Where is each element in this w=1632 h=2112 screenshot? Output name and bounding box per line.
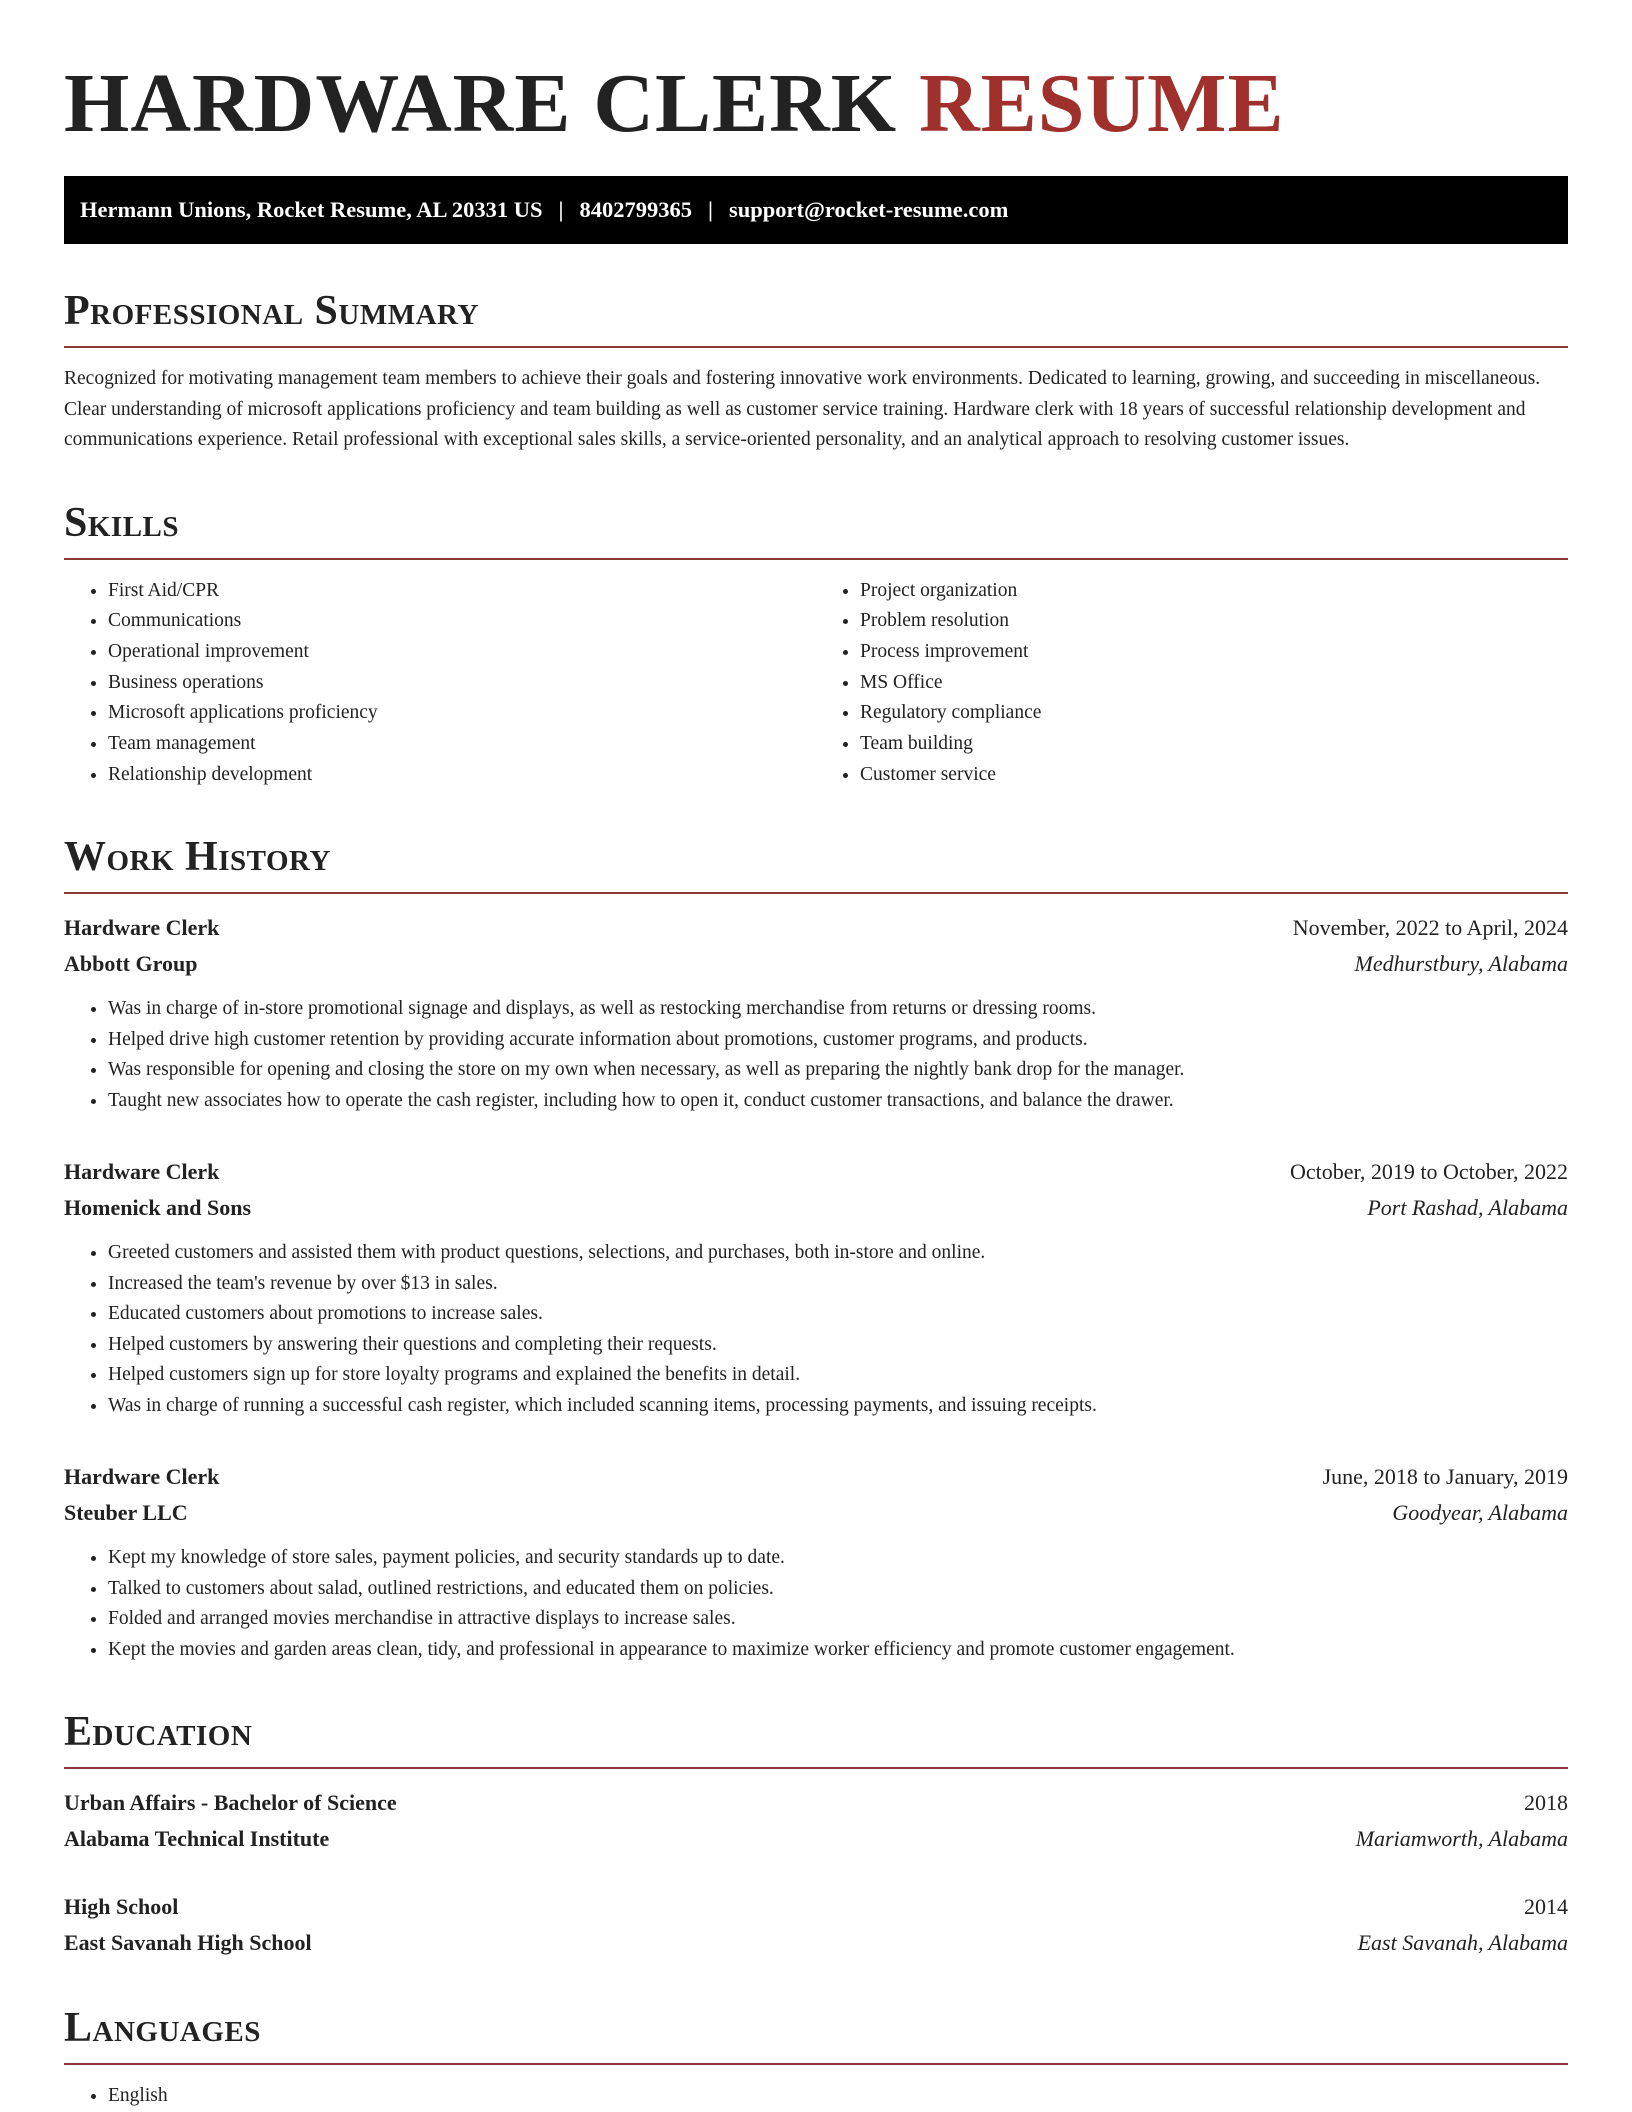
job-company-row [64, 1190, 1568, 1226]
job-company: Steuber LLC [64, 1500, 188, 1526]
job-bullet: • Taught new associates how to operate the cash register, including how to open it, conduct customer transactions, and balance the drawer. [108, 1086, 1568, 1117]
job-title: Hardware Clerk [64, 915, 220, 941]
skill-item: • Communications [108, 606, 816, 637]
skill-item: • Regulatory compliance [860, 698, 1568, 729]
job-title: Hardware Clerk [64, 1464, 220, 1490]
job-bullet: • Greeted customers and assisted them with product questions, selections, and purchases, both in-store and online. [108, 1238, 1568, 1269]
education-year: 2018 [1524, 1790, 1568, 1816]
education-heading: Education [64, 1709, 1568, 1769]
education-entry [64, 1785, 1568, 1857]
education-degree: High School [64, 1894, 179, 1920]
job-bullets [64, 1238, 1568, 1421]
job-bullets [64, 1543, 1568, 1665]
skills-list-right [816, 576, 1568, 791]
skill-item: • Problem resolution [860, 606, 1568, 637]
education-location: East Savanah, Alabama [1357, 1930, 1568, 1956]
skill-item: • Business operations [108, 668, 816, 699]
job-entry [64, 910, 1568, 1116]
job-bullet: • Helped customers by answering their questions and completing their requests. [108, 1330, 1568, 1361]
job-entry [64, 1154, 1568, 1421]
page-title [64, 0, 1568, 176]
job-bullet: • Was in charge of running a successful cash register, which included scanning items, processing payments, and issuing receipts. [108, 1391, 1568, 1422]
education-school: Alabama Technical Institute [64, 1826, 330, 1852]
contact-separator: | [708, 197, 713, 222]
contact-separator: | [558, 197, 564, 222]
skill-item: • Microsoft applications proficiency [108, 698, 816, 729]
contact-email: support@rocket-resume.com [728, 197, 1009, 222]
job-bullet: • Helped customers sign up for store loyalty programs and explained the benefits in detail. [108, 1360, 1568, 1391]
skills-section [64, 500, 1568, 791]
job-header-row [64, 910, 1568, 946]
skill-item: • Customer service [860, 760, 1568, 791]
job-company-row [64, 1495, 1568, 1531]
education-degree: Urban Affairs - Bachelor of Science [64, 1790, 397, 1816]
job-entry [64, 1459, 1568, 1665]
job-header-row [64, 1459, 1568, 1495]
education-school-row [64, 1821, 1568, 1857]
job-bullet: • Increased the team's revenue by over $13 in sales. [108, 1269, 1568, 1300]
job-bullet: • Kept my knowledge of store sales, payment policies, and security standards up to date. [108, 1543, 1568, 1574]
skill-item: • Process improvement [860, 637, 1568, 668]
title-main: HARDWARE CLERK [64, 57, 898, 150]
job-header-row [64, 1154, 1568, 1190]
summary-heading: Professional Summary [64, 288, 1568, 348]
education-degree-row [64, 1889, 1568, 1925]
skills-heading: Skills [64, 500, 1568, 560]
contact-bar [64, 176, 1568, 244]
languages-list [64, 2081, 1568, 2111]
job-bullet: • Kept the movies and garden areas clean, tidy, and professional in appearance to maximize worker efficiency and promote customer engagement. [108, 1635, 1568, 1666]
work-history-heading: Work History [64, 834, 1568, 894]
job-bullet: • Was in charge of in-store promotional signage and displays, as well as restocking merchandise from returns or dressing rooms. [108, 994, 1568, 1025]
education-year: 2014 [1524, 1894, 1568, 1920]
summary-text: Recognized for motivating management team members to achieve their goals and fostering innovative work environments. Dedicated to learning, growing, and succeeding in miscellaneous. Clear understanding of microsoft applications proficiency and team building as well as customer service training. Hardware clerk with 18 years of successful relationship development and communications experience. Retail professional with exceptional sales skills, a service-oriented personality, and an analytical approach to resolving customer issues. [64, 368, 1541, 450]
job-bullet: • Helped drive high customer retention by providing accurate information about promotions, customer programs, and products. [108, 1025, 1568, 1056]
skill-item: • Team management [108, 729, 816, 760]
skill-item: • First Aid/CPR [108, 576, 816, 607]
skill-item: • Operational improvement [108, 637, 816, 668]
job-dates: June, 2018 to January, 2019 [1322, 1464, 1568, 1490]
job-bullet: • Talked to customers about salad, outlined restrictions, and educated them on policies. [108, 1574, 1568, 1605]
job-company: Abbott Group [64, 951, 198, 977]
skill-item: • Project organization [860, 576, 1568, 607]
skills-columns [64, 576, 1568, 791]
skill-item: • MS Office [860, 668, 1568, 699]
skills-list-left [64, 576, 816, 791]
job-location: Medhurstbury, Alabama [1354, 951, 1568, 977]
contact-phone: 8402799365 [579, 197, 692, 222]
job-dates: November, 2022 to April, 2024 [1292, 915, 1568, 941]
languages-heading: Languages [64, 2005, 1568, 2065]
job-bullet: • Folded and arranged movies merchandise in attractive displays to increase sales. [108, 1604, 1568, 1635]
education-location: Mariamworth, Alabama [1355, 1826, 1568, 1852]
education-school-row [64, 1925, 1568, 1961]
job-bullet: • Was responsible for opening and closing the store on my own when necessary, as well as preparing the nightly bank drop for the manager. [108, 1055, 1568, 1086]
education-entry [64, 1889, 1568, 1961]
language-item: • English [108, 2081, 1568, 2111]
languages-section [64, 2005, 1568, 2111]
education-degree-row [64, 1785, 1568, 1821]
job-company-row [64, 946, 1568, 982]
job-bullets [64, 994, 1568, 1116]
job-bullet: • Educated customers about promotions to increase sales. [108, 1299, 1568, 1330]
job-dates: October, 2019 to October, 2022 [1289, 1159, 1568, 1185]
education-school: East Savanah High School [64, 1930, 312, 1956]
skill-item: • Team building [860, 729, 1568, 760]
job-location: Port Rashad, Alabama [1367, 1195, 1568, 1221]
job-location: Goodyear, Alabama [1392, 1500, 1568, 1526]
title-accent: RESUME [919, 57, 1285, 150]
summary-section [64, 288, 1568, 456]
skill-item: • Relationship development [108, 760, 816, 791]
contact-address: Hermann Unions, Rocket Resume, AL 20331 US [80, 197, 543, 222]
job-title: Hardware Clerk [64, 1159, 220, 1185]
education-section [64, 1709, 1568, 1961]
job-company: Homenick and Sons [64, 1195, 252, 1221]
work-history-section [64, 834, 1568, 1665]
